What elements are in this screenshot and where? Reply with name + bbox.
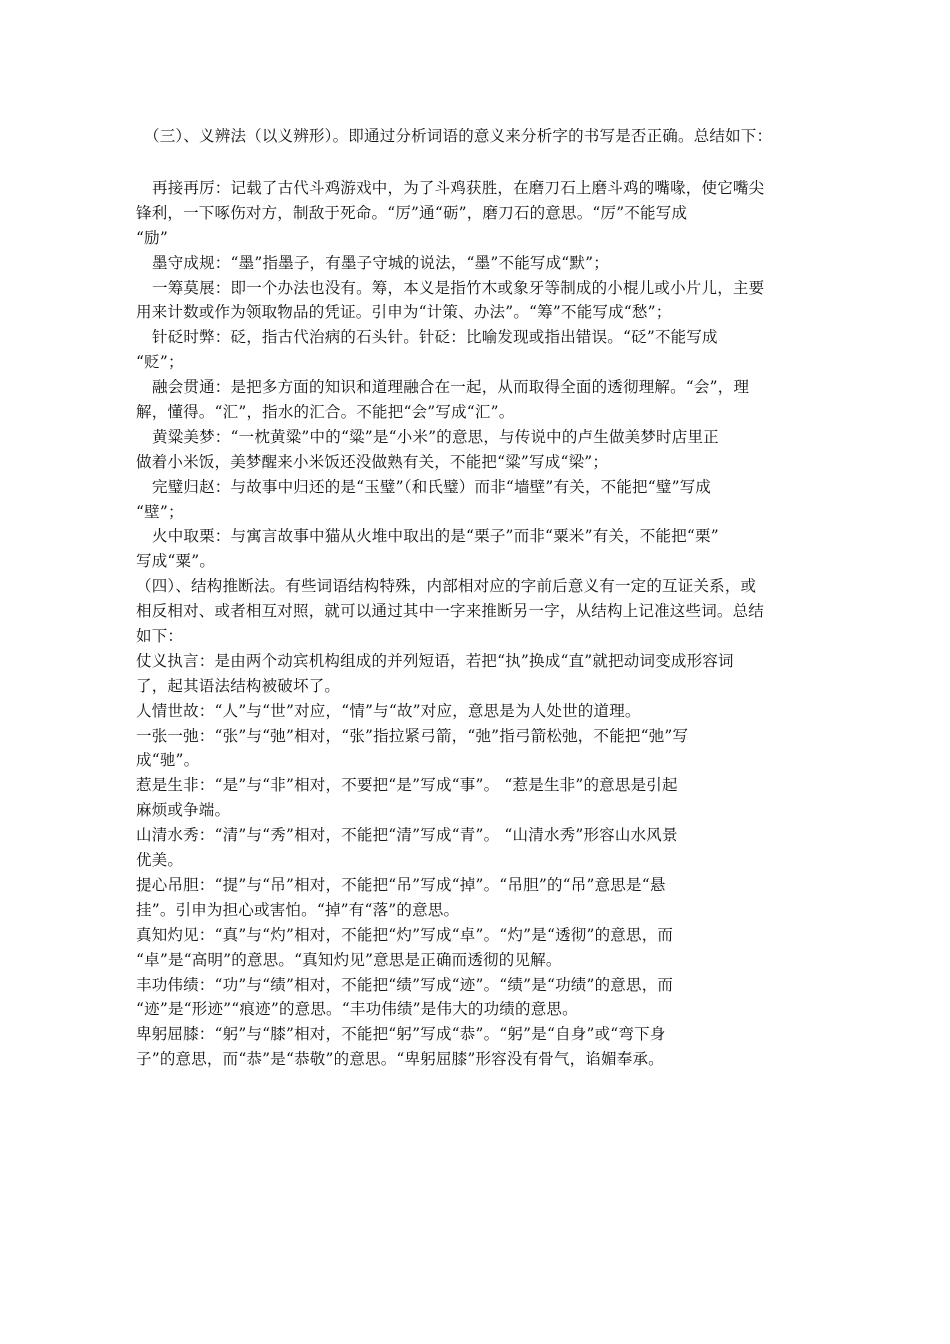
text-line: 针砭时弊：砭，指古代治病的石头针。针砭：比喻发现或指出错误。“砭”不能写成 — [152, 328, 718, 346]
text-line: 惹是生非：“是”与“非”相对，不要把“是”写成“事”。 “惹是生非”的意思是引起 — [136, 776, 678, 794]
text-line: 融会贯通：是把多方面的知识和道理融合在一起，从而取得全面的透彻理解。“会”，理 — [152, 378, 750, 396]
text-line: （三）、义辨法（以义辨形）。即通过分析词语的意义来分析字的书写是否正确。总结如下： — [144, 127, 773, 145]
text-line: 如下： — [136, 627, 184, 645]
text-line: 做着小米饭，美梦醒来小米饭还没做熟有关，不能把“粱”写成“梁”； — [136, 453, 609, 471]
text-line: 火中取栗：与寓言故事中猫从火堆中取出的是“栗子”而非“粟米”有关，不能把“栗” — [152, 527, 719, 545]
text-line: 一张一弛：“张”与“弛”相对，“张”指拉紧弓箭，“弛”指弓箭松弛，不能把“弛”写 — [136, 727, 689, 745]
text-line: “迹”是“形迹”“痕迹”的意思。“丰功伟绩”是伟大的功绩的意思。 — [136, 1000, 578, 1018]
text-line: 黄粱美梦：“一枕黄粱”中的“粱”是“小米”的意思，与传说中的卢生做美梦时店里正 — [152, 428, 719, 446]
text-line: 成“驰”。 — [136, 751, 200, 769]
text-line: 卑躬屈膝：“躬”与“膝”相对，不能把“躬”写成“恭”。“躬”是“自身”或“弯下身 — [136, 1025, 666, 1043]
text-line: 丰功伟绩：“功”与“绩”相对，不能把“绩”写成“迹”。“绩”是“功绩”的意思，而 — [136, 976, 674, 994]
text-line: 一筹莫展：即一个办法也没有。筹，本义是指竹木或象牙等制成的小棍儿或小片儿，主要 — [152, 279, 765, 297]
text-line: “壁”； — [136, 503, 184, 521]
text-line: 完璧归赵：与故事中归还的是“玉璧”（和氏璧）而非“墙壁”有关，不能把“璧”写成 — [152, 478, 712, 496]
text-line: 锋利，一下啄伤对方，制敌于死命。“厉”通“砺”，磨刀石的意思。“厉”不能写成 — [136, 204, 688, 222]
text-line: 仗义执言：是由两个动宾机构组成的并列短语，若把“执”换成“直”就把动词变成形容词 — [136, 652, 734, 670]
text-line: “贬”； — [136, 353, 184, 371]
text-line: 挂”。引申为担心或害怕。“掉”有“落”的意思。 — [136, 901, 460, 919]
text-line: 相反相对、或者相互对照，就可以通过其中一字来推断另一字，从结构上记准这些词。总结 — [136, 602, 765, 620]
text-line: 子”的意思，而“恭”是“恭敬”的意思。“卑躬屈膝”形容没有骨气，谄媚奉承。 — [136, 1050, 664, 1068]
text-line: 麻烦或争端。 — [136, 801, 231, 819]
text-line: 用来计数或作为领取物品的凭证。引申为“计策、办法”。“筹”不能写成“愁”； — [136, 303, 672, 321]
text-line: 写成“粟”。 — [136, 552, 216, 570]
text-line: 真知灼见：“真”与“灼”相对，不能把“灼”写成“卓”。“灼”是“透彻”的意思，而 — [136, 926, 674, 944]
text-line: 人情世故：“人”与“世”对应，“情”与“故”对应，意思是为人处世的道理。 — [136, 702, 641, 720]
text-line: 墨守成规：“墨”指墨子，有墨子守城的说法，“墨”不能写成“默”； — [152, 254, 609, 272]
text-line: 提心吊胆：“提”与“吊”相对，不能把“吊”写成“掉”。“吊胆”的“吊”意思是“悬 — [136, 876, 666, 894]
text-line: “卓”是“高明”的意思。“真知灼见”意思是正确而透彻的见解。 — [136, 951, 562, 969]
section-heading: （四）、结构推断法。有些词语结构特殊，内部相对应的字前后意义有一定的互证关系，或 — [136, 577, 757, 595]
text-line: 优美。 — [136, 851, 184, 869]
text-line: 再接再厉：记载了古代斗鸡游戏中，为了斗鸡获胜，在磨刀石上磨斗鸡的嘴喙，使它嘴尖 — [152, 179, 765, 197]
text-line: 了，起其语法结构被破坏了。 — [136, 677, 341, 695]
text-line: “励” — [136, 229, 168, 247]
text-line: 解，懂得。“汇”，指水的汇合。不能把“会”写成“汇”。 — [136, 403, 515, 421]
text-line: 山清水秀：“清”与“秀”相对，不能把“清”写成“青”。 “山清水秀”形容山水风景 — [136, 826, 678, 844]
